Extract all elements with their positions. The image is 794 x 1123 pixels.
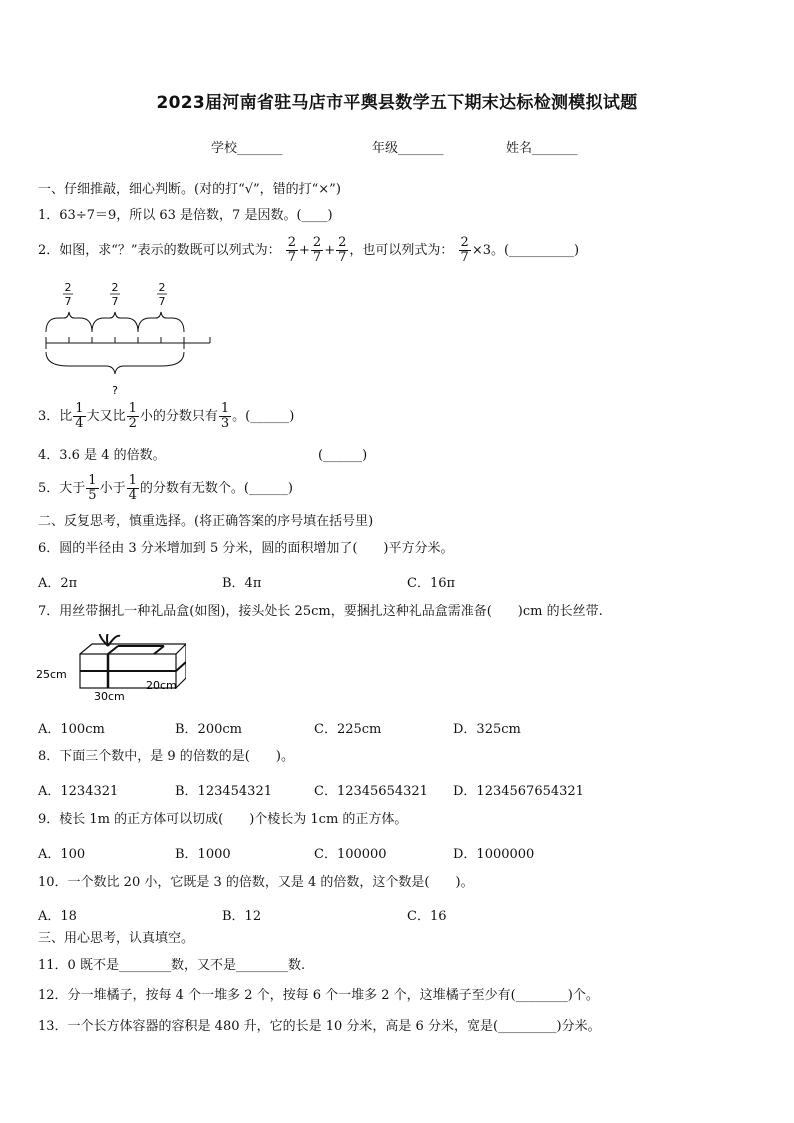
q6-option-b[interactable]: B．4π [222, 576, 262, 591]
fraction: $\frac{2}{7}$ [460, 235, 469, 265]
fraction: $\frac{1}{4}$ [128, 473, 137, 503]
question-4: 4．3.6 是 4 的倍数。 [38, 448, 166, 463]
width-label: 20cm [146, 679, 177, 692]
fig-frac-num: 2 [111, 281, 119, 294]
grade-field: 年级_______ [372, 141, 444, 156]
q9-option-c[interactable]: C．100000 [314, 847, 387, 862]
fraction: $\frac{2}{7}$ [287, 235, 296, 265]
section-2-heading: 二、反复思考，慎重选择。(将正确答案的序号填在括号里) [38, 514, 374, 529]
q7-option-d[interactable]: D．325cm [453, 722, 521, 737]
question-2: 2．如图，求“？”表示的数既可以列式为： $\frac{2}{7}$ + $\frac{2}{7}$ + $\frac{2}{7}$ ，也可以列式为： $\frac{2}{7}$ ×3。(__________) [38, 235, 580, 265]
page-title: 2023届河南省驻马店市平舆县数学五下期末达标检测模拟试题 [156, 93, 638, 113]
section-1-heading: 一、仔细推敲，细心判断。(对的打“√”，错的打“×”) [38, 182, 341, 197]
q10-option-a[interactable]: A．18 [38, 909, 77, 924]
fig-frac-num: 2 [64, 281, 72, 294]
question-4-paren: (______) [318, 448, 368, 463]
question-12: 12．分一堆橘子，按每 4 个一堆多 2 个，按每 6 个一堆多 2 个，这堆橘子至少有(________)个。 [38, 988, 599, 1003]
q7-option-c[interactable]: C．225cm [314, 722, 382, 737]
q10-option-b[interactable]: B．12 [222, 909, 262, 924]
q9-option-d[interactable]: D．1000000 [453, 847, 535, 862]
q7-option-b[interactable]: B．200cm [175, 722, 242, 737]
fraction: $\frac{2}{7}$ [312, 235, 322, 265]
fig-frac-den: 7 [111, 295, 119, 308]
q6-option-c[interactable]: C．16π [407, 576, 456, 591]
fraction: $\frac{2}{7}$ [338, 235, 347, 265]
fraction: $\frac{1}{2}$ [128, 401, 137, 431]
fig-frac-num: 2 [158, 281, 166, 294]
question-7: 7．用丝带捆扎一种礼品盒(如图)，接头处长 25cm，要捆扎这种礼品盒需准备( )cm 的长丝带. [38, 604, 603, 619]
length-label: 30cm [94, 690, 125, 703]
q9-option-b[interactable]: B．1000 [175, 847, 231, 862]
q8-option-a[interactable]: A．1234321 [38, 784, 119, 799]
fraction: $\frac{1}{5}$ [88, 473, 97, 503]
school-field: 学校_______ [211, 141, 283, 156]
question-6: 6．圆的半径由 3 分米增加到 5 分米，圆的面积增加了( )平方分米。 [38, 541, 454, 556]
q7-option-a[interactable]: A．100cm [38, 722, 105, 737]
height-label: 25cm [36, 668, 67, 681]
q9-option-a[interactable]: A．100 [38, 847, 86, 862]
question-8: 8．下面三个数中，是 9 的倍数的是( )。 [38, 749, 294, 764]
q6-option-a[interactable]: A．2π [38, 576, 78, 591]
q2-text-a: 2．如图，求“？”表示的数既可以列式为： [38, 243, 281, 258]
question-9: 9．棱长 1m 的正方体可以切成( )个棱长为 1cm 的正方体。 [38, 812, 408, 827]
q2-number-line-figure [38, 280, 218, 398]
question-mark: ? [112, 384, 118, 397]
question-1: 1．63÷7＝9，所以 63 是倍数，7 是因数。(____) [38, 208, 333, 223]
q10-option-c[interactable]: C．16 [407, 909, 447, 924]
q2-text-c: ×3。(__________) [471, 243, 580, 258]
question-5: 5．大于 $\frac{1}{5}$ 小于 $\frac{1}{4}$ 的分数有无数个。(______) [38, 473, 294, 503]
q7-gift-box-figure [36, 634, 186, 704]
q8-option-c[interactable]: C．12345654321 [314, 784, 428, 799]
q2-text-b: ，也可以列式为： [349, 243, 454, 258]
question-13: 13．一个长方体容器的容积是 480 升，它的长是 10 分米，高是 6 分米，宽是(_________)分米。 [38, 1019, 601, 1034]
q8-option-b[interactable]: B．123454321 [175, 784, 272, 799]
fraction: $\frac{1}{4}$ [75, 401, 84, 431]
name-field: 姓名_______ [506, 141, 578, 156]
q8-option-d[interactable]: D．1234567654321 [453, 784, 584, 799]
question-3: 3．比 $\frac{1}{4}$ 大又比 $\frac{1}{2}$ 小的分数只有 $\frac{1}{3}$ 。(______) [38, 401, 295, 431]
question-10: 10．一个数比 20 小，它既是 3 的倍数，又是 4 的倍数，这个数是( )。 [38, 875, 474, 890]
fig-frac-den: 7 [64, 295, 72, 308]
fig-frac-den: 7 [158, 295, 166, 308]
question-11: 11．0 既不是________数，又不是________数. [38, 958, 306, 973]
section-3-heading: 三、用心思考，认真填空。 [38, 931, 195, 946]
fraction: $\frac{1}{3}$ [220, 401, 230, 431]
